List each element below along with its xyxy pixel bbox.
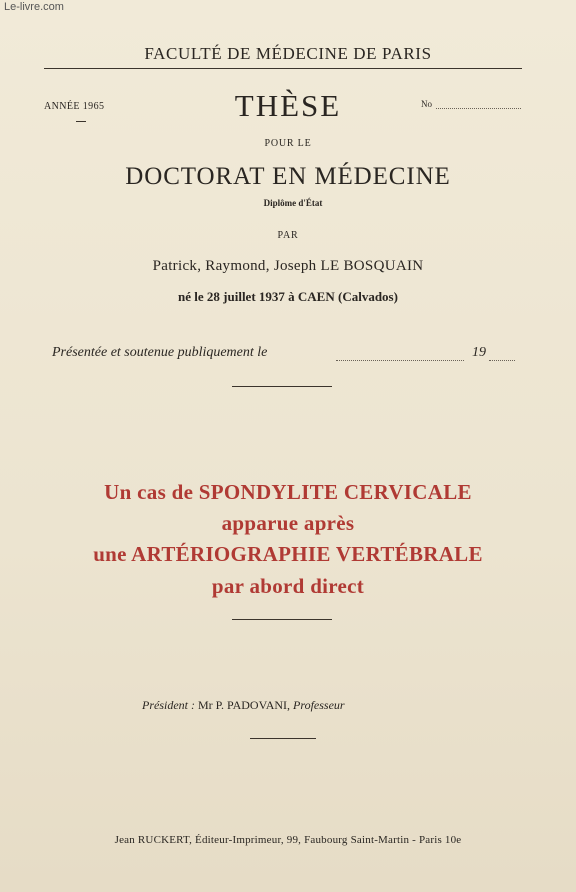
year-dotted-line: [489, 360, 515, 361]
subject-line-1: Un cas de SPONDYLITE CERVICALE: [104, 480, 472, 504]
author-birth: né le 28 juillet 1937 à CAEN (Calvados): [178, 289, 398, 304]
printer-line: Jean RUCKERT, Éditeur-Imprimeur, 99, Faubourg Saint-Martin - Paris 10e: [114, 834, 462, 846]
divider-rule: [232, 386, 332, 387]
watermark-text: Le-livre.com: [4, 1, 64, 13]
year-label: ANNÉE 1965: [44, 101, 105, 112]
year-prefix: 19: [472, 345, 486, 360]
faculty-heading: FACULTÉ DE MÉDECINE DE PARIS: [144, 44, 432, 63]
date-dotted-line: [336, 360, 464, 361]
par-label: PAR: [277, 230, 299, 241]
subject-line-4: par abord direct: [211, 574, 365, 598]
header-rule: [44, 68, 522, 69]
divider-rule: [250, 738, 316, 739]
number-label: No: [421, 99, 432, 109]
author-name: Patrick, Raymond, Joseph LE BOSQUAIN: [152, 258, 424, 274]
diploma-label: Diplôme d'État: [263, 198, 323, 208]
president-label: Président :: [142, 698, 195, 712]
pour-le-label: POUR LE: [264, 138, 312, 149]
president-line: [142, 698, 345, 713]
presented-label: Présentée et soutenue publiquement le: [52, 345, 268, 360]
thesis-title: THÈSE: [234, 88, 342, 123]
divider-rule: [232, 619, 332, 620]
president-title: Professeur: [293, 698, 345, 712]
subject-line-2: apparue après: [221, 511, 355, 535]
subject-line-3: une ARTÉRIOGRAPHIE VERTÉBRALE: [93, 542, 483, 566]
degree-title: DOCTORAT EN MÉDECINE: [125, 163, 451, 190]
president-name: Mr P. PADOVANI,: [198, 698, 291, 712]
